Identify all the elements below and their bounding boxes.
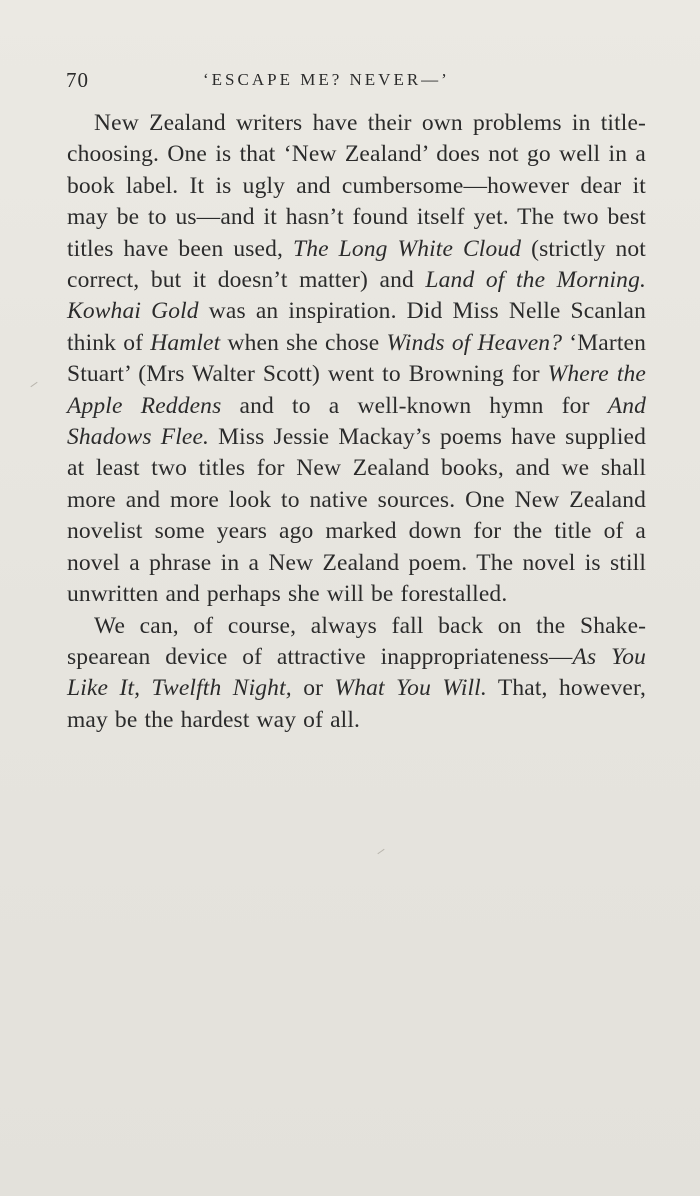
title-hamlet: Hamlet xyxy=(150,329,221,356)
text-run: We can, of course, always fall back on the Shakespearean device of attractive inappropriateness— xyxy=(67,612,646,670)
title-winds-of-heaven: Winds of Heaven? xyxy=(386,329,563,356)
paragraph-2 xyxy=(67,611,646,737)
paper-speck xyxy=(377,849,384,854)
text-run: when she chose xyxy=(220,329,387,356)
title-kowhai-gold: Kowhai Gold xyxy=(67,298,199,325)
text-run: and to a well-known hymn for xyxy=(221,392,608,419)
title-what-you-will: What You Will. xyxy=(334,675,487,702)
text-run: (strictly not correct, but it doesn’t matter) and xyxy=(67,235,646,294)
paper-speck xyxy=(30,382,37,387)
text-run: or xyxy=(291,675,335,702)
paragraph-1 xyxy=(67,108,646,611)
text-run: Miss Jessie Mackay’s poems have supplied at least two titles for New Zealand books, and we shall more and more look to native sources. One New Zealand novelist some years ago marked down for the title of a novel a phrase in a New Zealand poem. The novel is still unwritten and perhaps she will be forestalled. xyxy=(67,424,646,608)
title-and-shadows-flee: And Shadows Flee. xyxy=(67,392,647,451)
text-run: was an inspiration. Did Miss Nelle Scanlan think of xyxy=(67,298,646,356)
text-run: ‘Marten Stuart’ (Mrs Walter Scott) went to Browning for xyxy=(67,329,647,388)
title-where-the-apple-reddens: Where the Apple Reddens xyxy=(67,361,646,419)
text-run: New Zealand writers have their own problems in title-choosing. One is that ‘New Zealand’ does not go well in a book label. It is ugly and cumbersome—however dear it may be to us—and it hasn’t found itself yet. The two best titles have been used, xyxy=(67,110,646,262)
page-header xyxy=(66,68,646,98)
title-as-you-like-it: As You Like It, Twelfth Night, xyxy=(67,643,647,702)
running-head: ‘ESCAPE ME? NEVER—’ xyxy=(203,70,450,89)
body-text xyxy=(67,108,646,736)
page-number: 70 xyxy=(66,68,89,92)
title-land-of-the-morning: Land of the Morning. xyxy=(425,267,647,294)
title-long-white-cloud: The Long White Cloud xyxy=(292,235,522,262)
text-run: That, however, may be the hardest way of all. xyxy=(67,675,647,733)
